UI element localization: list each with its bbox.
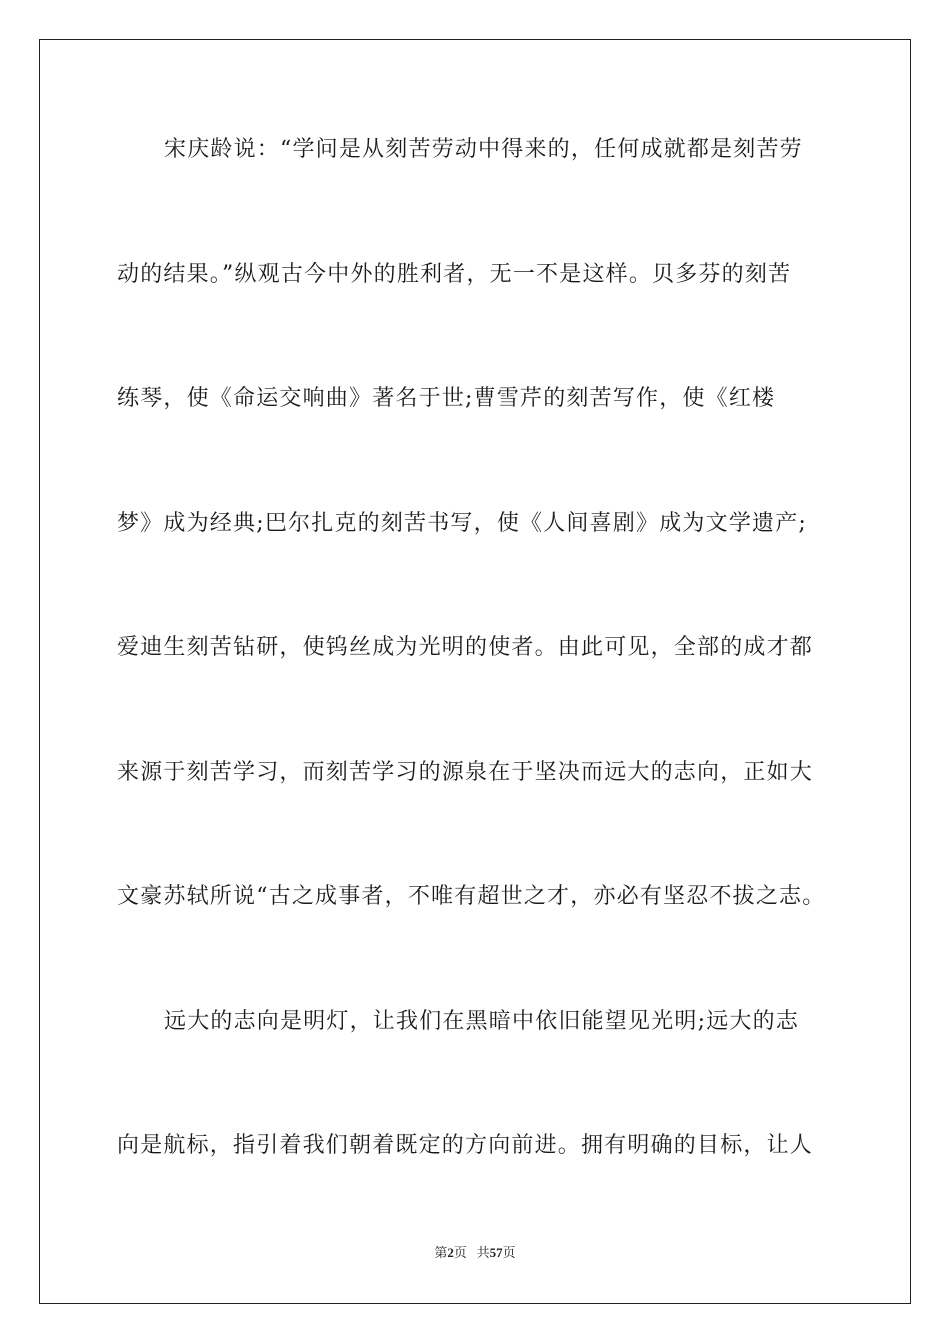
total-pages: 57 — [489, 1245, 503, 1260]
page-suffix: 页 — [453, 1245, 467, 1260]
total-suffix: 页 — [502, 1245, 516, 1260]
text-line: 向是航标，指引着我们朝着既定的方向前进。拥有明确的目标，让人 — [117, 1133, 814, 1158]
text-line: 宋庆龄说：“学问是从刻苦劳动中得来的，任何成就都是刻苦劳 — [164, 137, 803, 162]
page-footer — [0, 1244, 950, 1262]
text-line: 梦》成为经典;巴尔扎克的刻苦书写，使《人间喜剧》成为文学遗产; — [117, 511, 808, 536]
page-prefix: 第 — [434, 1245, 448, 1260]
text-line: 来源于刻苦学习，而刻苦学习的源泉在于坚决而远大的志向，正如大 — [117, 760, 814, 785]
text-line: 文豪苏轼所说“古之成事者，不唯有超世之才，亦必有坚忍不拔之志。 — [117, 884, 826, 909]
total-prefix: 共 — [476, 1245, 490, 1260]
text-line: 练琴，使《命运交响曲》著名于世;曹雪芹的刻苦写作，使《红楼 — [117, 386, 776, 411]
page-border — [39, 39, 911, 1304]
text-line: 爱迪生刻苦钻研，使钨丝成为光明的使者。由此可见，全部的成才都 — [117, 635, 814, 660]
text-line: 远大的志向是明灯，让我们在黑暗中依旧能望见光明;远大的志 — [164, 1009, 800, 1034]
text-line: 动的结果。”纵观古今中外的胜利者，无一不是这样。贝多芬的刻苦 — [117, 262, 792, 287]
page-number: 2 — [447, 1245, 454, 1260]
